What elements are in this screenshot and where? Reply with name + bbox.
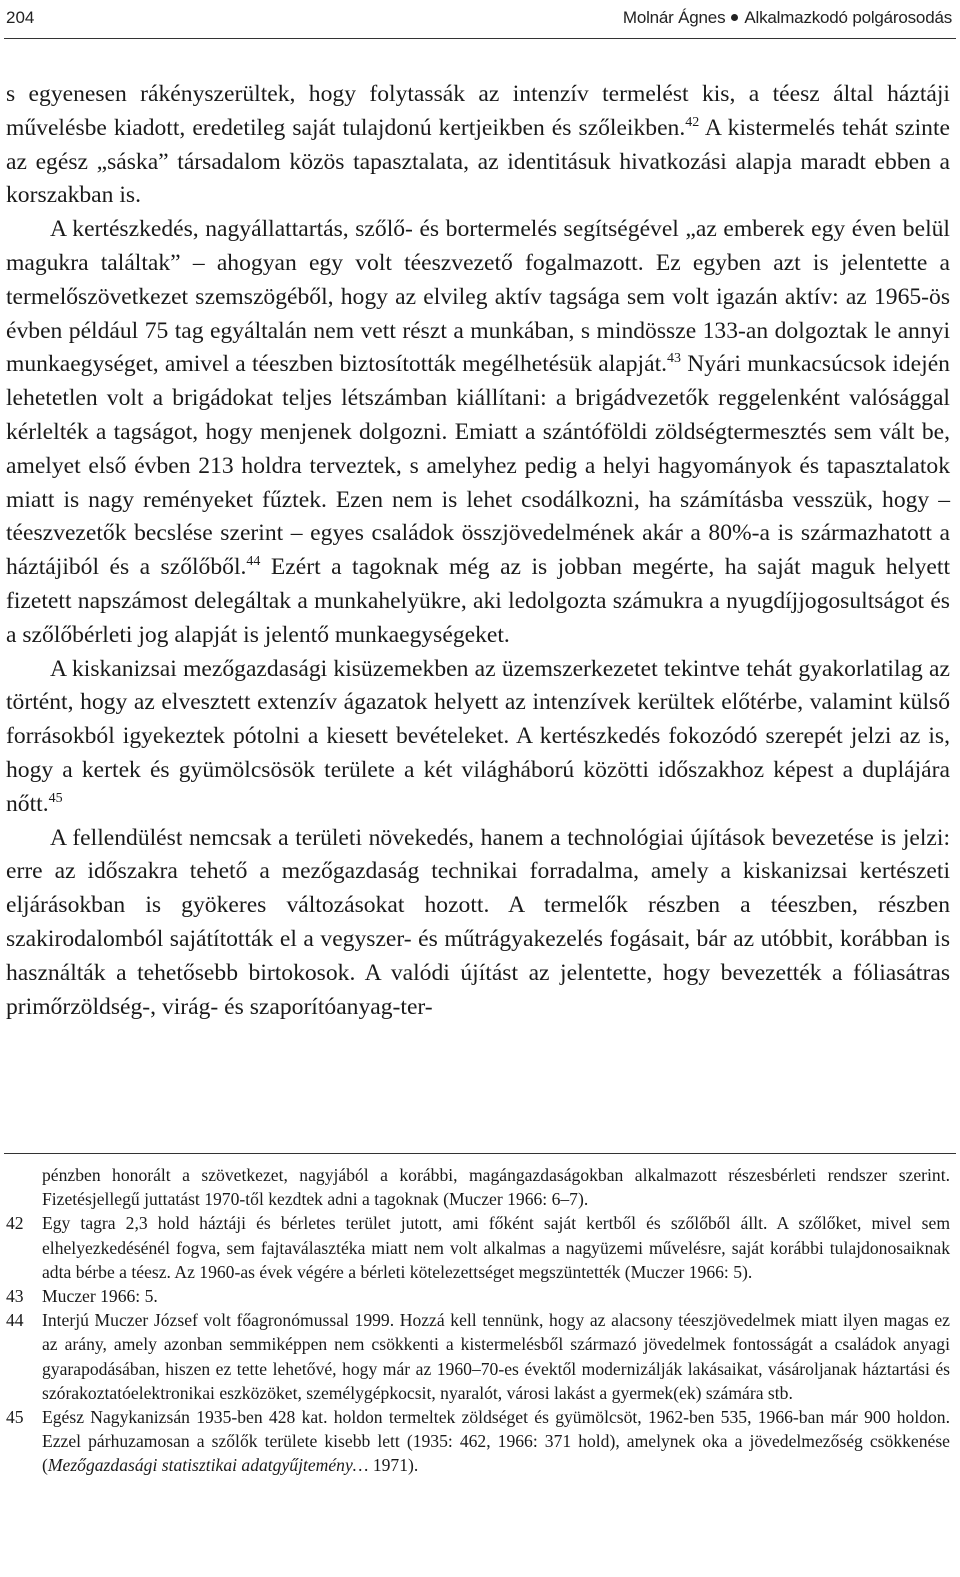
footnote-42	[6, 1211, 950, 1284]
footnote-number: 42	[6, 1213, 24, 1234]
page-number: 204	[6, 8, 35, 27]
source-title: Mezőgazdasági statisztikai adatgyűjtemény…	[47, 1455, 369, 1476]
header-title: Alkalmazkodó polgárosodás	[744, 8, 952, 27]
header-divider	[4, 38, 956, 39]
footnote-continuation: pénzben honorált a szövetkezet, nagyjából a korábbi, magángazdaságokban alkalmazott részesbérleti rendszer szerint. Fizetésjellegű juttatást 1970-től kezdtek adni a tagoknak (Muczer 1966: 6–7).	[42, 1165, 950, 1210]
footnote-ref-43[interactable]: 43	[667, 351, 682, 367]
running-title	[623, 8, 952, 28]
footnote-text: Muczer 1966: 5.	[42, 1286, 158, 1307]
footnote-divider	[4, 1153, 956, 1154]
paragraph-3: A kiskanizsai mezőgazdasági kisüzemekben az üzemszerkezetet tekintve tehát gyakorlatilag az történt, hogy az elvesztett extenzív ágazatok helyett az intenzívek kerültek előtérbe, valamint külső forrásokból igyekeztek pótolni a kiesett bevételeket. A kertészkedés fokozódó szerepét jelzi az is, hogy a kertek és gyümölcsösök területe a két világháború közötti időszakhoz képest a duplájára nőtt.$^{45}$	[6, 655, 950, 817]
footnote-43	[6, 1284, 950, 1308]
footnote-ref-42[interactable]: 42	[685, 114, 700, 130]
bullet-separator-icon	[731, 14, 738, 21]
footnote-ref-45[interactable]: 45	[48, 790, 63, 806]
paragraph-1: s egyenesen rákényszerültek, hogy folytassák az intenzív termelést kis, a téesz által háztáji művelésbe kiadott, eredetileg saját tulajdonú kertjeikben és szőleikben.$^{42}$ A kistermelés tehát szinte az egész „sáska” társadalom közös tapasztalata, az identitásuk hivatkozási alapja maradt ebben a korszakban is.	[6, 81, 950, 209]
footnotes	[6, 1163, 950, 1478]
footnote-number: 43	[6, 1286, 24, 1307]
header-author: Molnár Ágnes	[622, 8, 726, 27]
paragraph-2: A kertészkedés, nagyállattartás, szőlő- és bortermelés segítségével „az emberek egy éven belül magukra találtak” – ahogyan egy volt téeszvezető fogalmazott. Ez egyben azt is jelentette a termelőszövetkezet szemszögéből, hogy az elvileg aktív tagsága sem volt igazán aktív: az 1965-ös évben például 75 tag egyáltalán nem vett részt a munkában, s mindössze 133-an dolgoztak le annyi munkaegységet, amivel a téeszben biztosították megélhetésük alapját.$^{43}$ Nyári munkacsúcsok idején lehetetlen volt a brigádokat teljes létszámban kiállítani: a brigádvezetők reggelenként valósággal kérlelték a tagságot, hogy menjenek dolgozni. Emiatt a szántóföldi zöldségtermesztés sem vált be, amelyet első évben 213 holdra terveztek, s amelyhez pedig a helyi hagyományok és tapasztalatok miatt is nagy reményeket fűztek. Ezen nem is lehet csodálkozni, ha számításba vesszük, hogy – téeszvezetők becslése szerint – egyes családok összjövedelmének akár a 80%-a is származhatott a háztájiból és a szőlőből.$^{44}$ Ezért a tagoknak még az is jobban megérte, ha saját maguk helyett fizetett napszámost delegáltak a munkahelyükre, aki ledolgozta számukra a nyugdíjjogosultságot és a szőlőbérleti jog alapját is jelentő munkaegységeket.	[6, 216, 951, 648]
footnote-number: 44	[6, 1310, 24, 1331]
running-header	[6, 8, 952, 32]
footnote-ref-44[interactable]: 44	[246, 554, 261, 570]
footnote-number: 45	[6, 1407, 24, 1428]
main-text	[6, 78, 950, 1024]
footnote-44	[6, 1308, 950, 1405]
footnote-text: Egy tagra 2,3 hold háztáji és bérletes terület jutott, ami főként saját kertből és szőlőből állt. A szőlőket, mivel sem elhelyezkedésénél fogva, sem fajtaválasztéka miatt nem volt alkalmas a nagyüzemi művelésre, saját korábbi tulajdonosaiknak adta bérbe a téesz. Az 1960-as évek végére a bérleti kötelezettséget megszüntették (Muczer 1966: 5).	[42, 1213, 950, 1282]
paragraph-4: A fellendülést nemcsak a területi növekedés, hanem a technológiai újítások bevezetése is jelzi: erre az időszakra tehető a mezőgazdaság technikai forradalma, amely a kiskanizsai kertészeti eljárásokban is gyökeres változásokat hozott. A termelők részben a téeszben, részben szakirodalomból sajátították el a vegyszer- és műtrágyakezelés fogásait, bár az utóbbit, korábban is használták a tehetősebb birtokosok. A valódi újítást az jelentette, hogy bevezették a fóliasátras primőrzöldség-, virág- és szaporítóanyag-ter-	[6, 824, 950, 1020]
footnote-45: 45 Egész Nagykanizsán 1935-ben 428 kat. holdon termeltek zöldséget és gyümölcsöt, 1962-ben 535, 1966-ban már 900 holdon. Ezzel párhuzamosan a szőlők területe kisebb lett (1935: 462, 1966: 371 hold), amelynek oka a jövedelmezőség csökkenése (Mezőgazdasági statisztikai adatgyűjtemény… 1971).	[6, 1407, 950, 1476]
footnote-text: Interjú Muczer József volt főagronómussal 1999. Hozzá kell tennünk, hogy az alacsony téeszjövedelmek miatt ilyen magas ez az arány, amely azonban semmiképpen nem csökkenti a kistermelésből származó jövedelmek fontosságát a családok anyagi gyarapodásában, hiszen ez tette lehetővé, hogy már az 1960–70-es évektől modernizálják lakásaikat, vásároljanak háztartási és szórakoztatóelektronikai eszközöket, személygépkocsit, nyaralót, városi lakást a gyermek(ek) számára stb.	[42, 1310, 950, 1403]
